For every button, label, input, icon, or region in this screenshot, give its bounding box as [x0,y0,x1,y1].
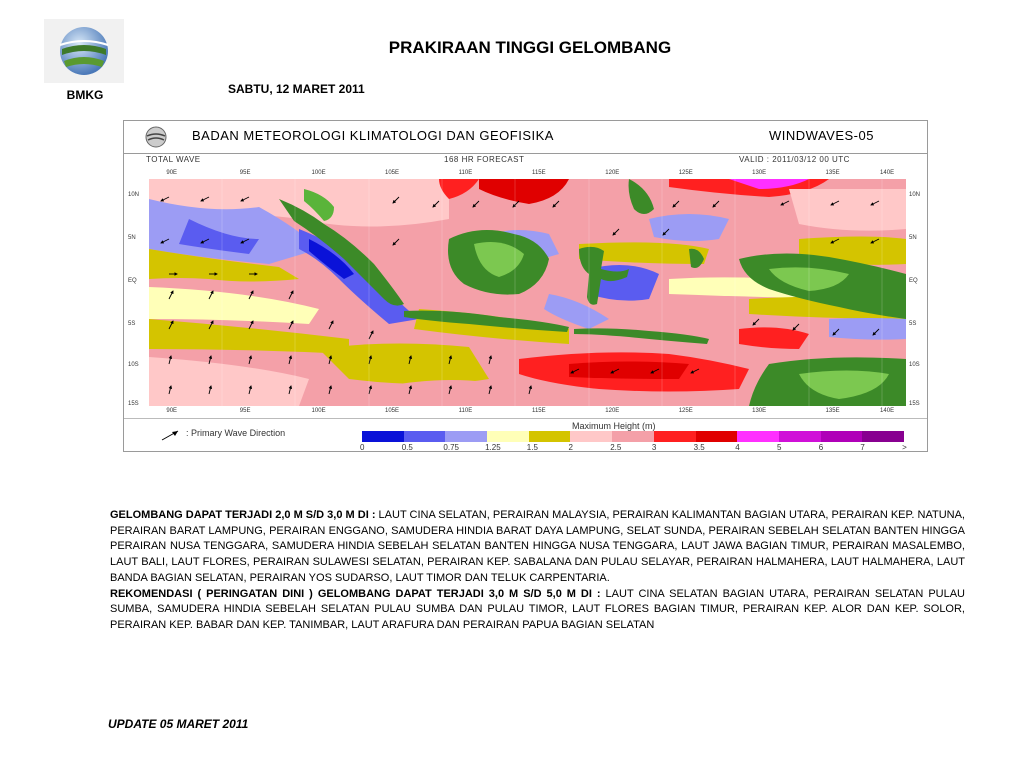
lat-label: 10S [128,362,139,369]
bmkg-logo [44,19,124,83]
map-product-name: WINDWAVES-05 [769,128,874,143]
legend-swatch [654,431,696,442]
legend-direction-label: : Primary Wave Direction [186,428,286,438]
logo-label: BMKG [66,88,104,102]
map-subtitle-left: TOTAL WAVE [146,155,201,164]
legend-color-bar [362,431,904,442]
latitude-labels-right [909,179,929,406]
legend-swatch [570,431,612,442]
lon-label: 120E [605,408,620,414]
legend-swatch [696,431,738,442]
legend-tick-label: 0.75 [443,443,459,452]
lon-label: 100E [311,170,326,176]
lon-label: 130E [752,408,767,414]
lon-label: 120E [605,170,620,176]
longitude-labels-bottom [149,408,906,418]
legend-tick-label: 1.5 [526,443,538,452]
legend-title: Maximum Height (m) [572,421,656,431]
map-subtitle-center: 168 HR FORECAST [444,155,525,164]
legend-tick-label: 0.5 [401,443,413,452]
legend-tick-label: 0 [360,443,365,452]
lon-label: 110E [458,170,473,176]
forecast-date: SABTU, 12 MARET 2011 [228,82,365,96]
lon-label: 115E [532,408,546,414]
lon-label: 130E [752,170,767,176]
lon-label: 110E [458,408,473,414]
lat-label: EQ [128,278,137,285]
map-agency-title: BADAN METEOROLOGI KLIMATOLOGI DAN GEOFISIKA [192,128,554,143]
legend-tick-label: 2.5 [610,443,622,452]
warning-text: LAUT CINA SELATAN BAGIAN UTARA, PERAIRAN SELATAN PULAU SUMBA, SAMUDERA HINDIA SEBELAH SELATAN PULAU SUMBA DAN PULAU TIMOR, LAUT FLORES BAGIAN TIMUR, PERAIRAN KEP. ALOR DAN KEP. SOLOR, PERAIRAN KEP. BABAR DAN KEP. TANIMBAR, LAUT ARAFURA DAN PERAIRAN PAPUA BAGIAN SELATAN [110,587,965,631]
forecast-description [110,508,965,634]
legend-tick-label: > [902,443,907,452]
lon-label: 90E [166,170,178,176]
lon-label: 105E [384,170,399,176]
lon-label: 105E [384,408,399,414]
legend-swatch [529,431,571,442]
legend-tick-label: 3.5 [693,443,705,452]
legend-swatch [737,431,779,442]
lat-label: 10N [909,191,921,198]
wave-direction-arrow-icon [160,428,182,442]
legend-tick-label: 6 [818,443,824,452]
legend-tick-label: 1.25 [485,443,501,452]
legend-swatch [445,431,487,442]
lon-label: 100E [311,408,326,414]
legend-swatch [779,431,821,442]
lon-label: 90E [166,408,178,414]
lon-label: 140E [880,408,895,414]
lon-label: 140E [880,170,895,176]
forecast-paragraph-1 [110,508,965,587]
lon-label: 135E [825,170,840,176]
lon-label: 95E [239,170,251,176]
lon-label: 95E [239,408,251,414]
forecast-text-1: LAUT CINA SELATAN, PERAIRAN MALAYSIA, PERAIRAN KALIMANTAN BAGIAN UTARA, PERAIRAN KEP. NATUNA, PERAIRAN BARAT LAMPUNG, PERAIRAN ENGGANO, SAMUDERA HINDIA BARAT DAYA LAMPUNG, SELAT SUNDA, PERAIRAN SEBELAH SELATAN BANTEN HINGGA PERAIRAN NUSA TENGGARA, SAMUDERA HINDIA SEBELAH SELATAN BANTEN HINGGA NUSA TENGGARA, LAUT JAWA BAGIAN TIMUR, PERAIRAN MASALEMBO, LAUT BALI, LAUT FLORES, PERAIRAN SULAWESI SELATAN, PERAIRAN KEP. SABALANA DAN PULAU SELAYAR, PERAIRAN HALMAHERA, LAUT HALMAHERA, LAUT BANDA BAGIAN SELATAN, PERAIRAN YOS SUDARSO, LAUT TIMOR DAN TELUK CARPENTARIA. [110,509,965,584]
lat-label: 10N [128,191,140,198]
legend-tick-label: 4 [735,443,740,452]
latitude-labels-left [128,179,148,406]
map-header [124,121,927,154]
legend-ticks [360,443,907,453]
legend-swatch [821,431,863,442]
map-subtitle-right: VALID : 2011/03/12 00 UTC [739,155,850,164]
legend-swatch [362,431,404,442]
page-title: PRAKIRAAN TINGGI GELOMBANG [388,38,672,57]
bmkg-mini-logo-icon [144,125,168,149]
legend-tick-label: 7 [860,443,865,452]
map-subtitle-row [124,154,927,167]
lat-label: 5N [909,235,917,242]
lat-label: 15S [128,400,139,407]
lat-label: 5S [909,321,917,328]
warning-heading: REKOMENDASI ( PERINGATAN DINI ) GELOMBANG DAPAT TERJADI 3,0 M S/D 5,0 M DI : [110,587,601,600]
legend-swatch [612,431,654,442]
wave-map-panel [123,120,928,452]
wave-height-map [149,179,906,406]
lon-label: 125E [678,408,693,414]
lon-label: 115E [532,170,546,176]
lon-label: 135E [825,408,840,414]
lon-label: 125E [678,170,693,176]
lat-label: 5N [128,235,136,242]
legend-tick-label: 5 [777,443,782,452]
legend-tick-label: 3 [651,443,657,452]
lat-label: 15S [909,400,920,407]
update-label: UPDATE 05 MARET 2011 [108,717,249,731]
legend-swatch [404,431,446,442]
lat-label: 10S [909,362,920,369]
lat-label: EQ [909,278,918,285]
legend-divider [124,418,927,419]
lat-label: 5S [128,321,136,328]
legend-tick-label: 2 [568,443,573,452]
forecast-paragraph-2 [110,587,965,634]
legend-swatch [487,431,529,442]
legend-swatch [862,431,904,442]
forecast-heading-1: GELOMBANG DAPAT TERJADI 2,0 M S/D 3,0 M DI : [110,509,376,521]
